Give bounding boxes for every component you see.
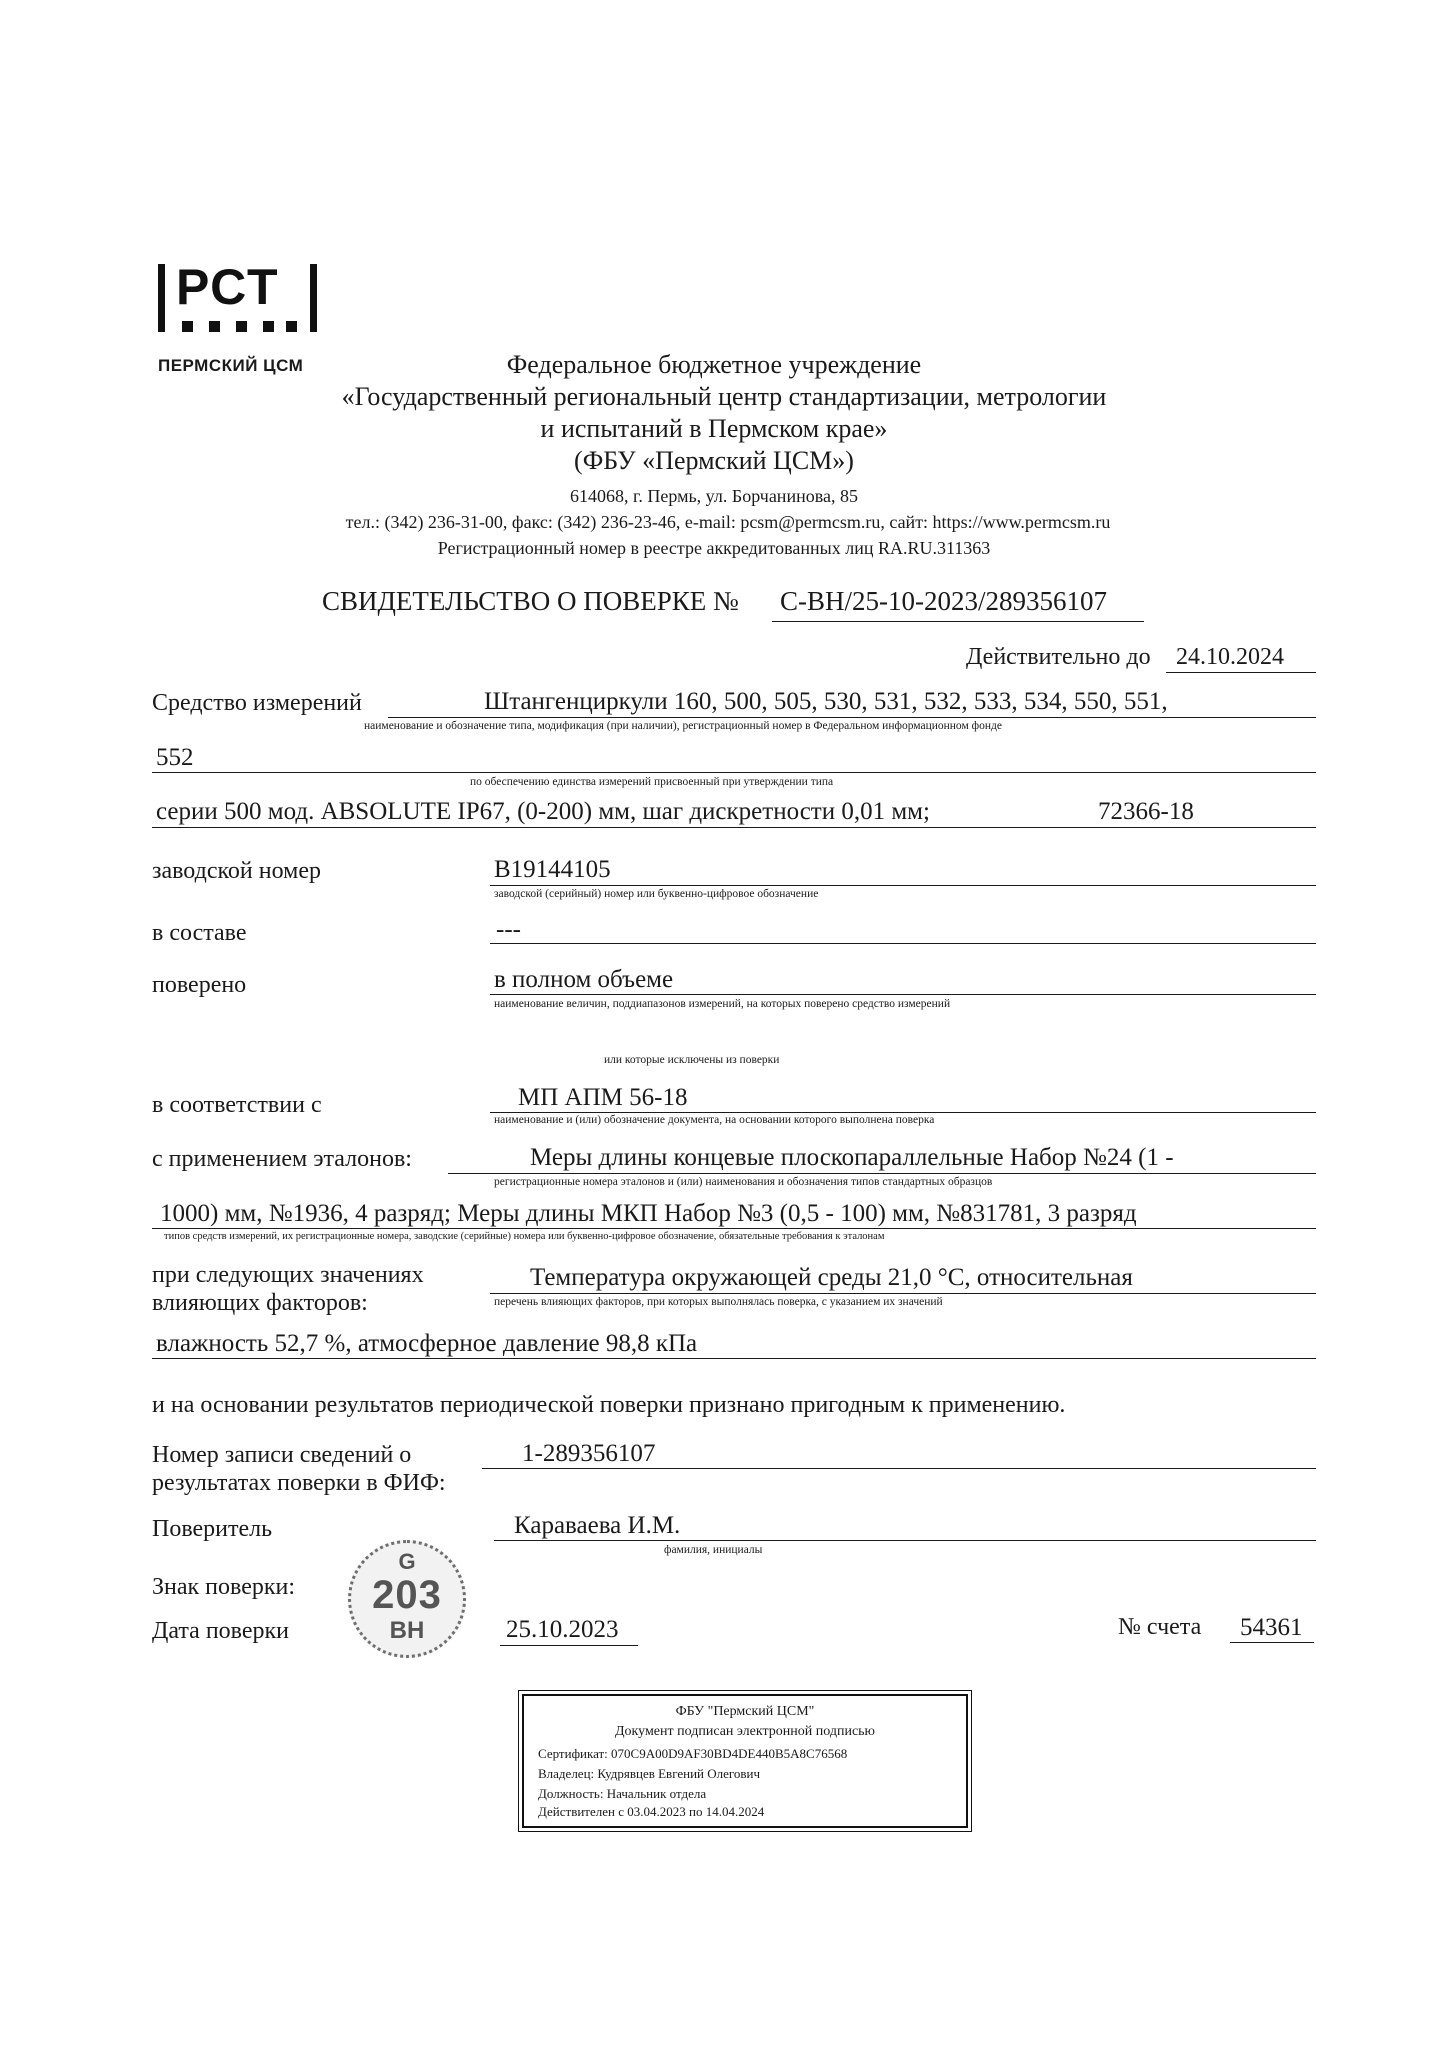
serial-value: B19144105 xyxy=(494,856,611,883)
fif-value: 1-289356107 xyxy=(522,1440,656,1467)
stamp-number: 203 xyxy=(372,1573,442,1617)
signature-owner: Владелец: Кудрявцев Евгений Олегович xyxy=(538,1766,761,1781)
invoice-value: 54361 xyxy=(1240,1614,1303,1641)
composition-label: в составе xyxy=(152,920,247,946)
header-org-name-1: «Государственный региональный центр стандартизации, метрологии xyxy=(341,382,1107,411)
signature-certificate: Сертификат: 070C9A00D9AF30BD4DE440B5A8C76568 xyxy=(538,1746,848,1761)
header-org-short: (ФБУ «Пермский ЦСМ») xyxy=(574,446,854,475)
signature-position: Должность: Начальник отдела xyxy=(538,1786,707,1801)
verification-stamp xyxy=(348,1540,466,1658)
date-value: 25.10.2023 xyxy=(506,1616,619,1643)
factors-label-1: при следующих значениях xyxy=(152,1262,424,1288)
instrument-regnum: 72366-18 xyxy=(1098,798,1194,825)
certificate-title: СВИДЕТЕЛЬСТВО О ПОВЕРКЕ № xyxy=(322,586,739,616)
verifier-caption: фамилия, инициалы xyxy=(664,1544,763,1556)
fif-label-1: Номер записи сведений о xyxy=(152,1442,412,1468)
invoice-label: № счета xyxy=(1118,1614,1202,1640)
instrument-value-2: 552 xyxy=(156,744,194,771)
standards-value-1: Меры длины концевые плоскопараллельные Набор №24 (1 - xyxy=(530,1144,1174,1171)
standards-value-2: 1000) мм, №1936, 4 разряд; Меры длины МКП Набор №3 (0,5 - 100) мм, №831781, 3 разряд xyxy=(160,1200,1137,1227)
valid-until: 24.10.2024 xyxy=(1176,644,1284,670)
accordance-value: МП АПМ 56-18 xyxy=(518,1084,688,1111)
instrument-value-1: Штангенциркули 160, 500, 505, 530, 531, 532, 533, 534, 550, 551, xyxy=(484,688,1168,715)
verified-label: поверено xyxy=(152,972,247,998)
certificate-number: С-ВН/25-10-2023/289356107 xyxy=(780,586,1107,616)
standards-caption-1: регистрационные номера эталонов и (или) наименования и обозначения типов стандартных образцов xyxy=(494,1176,993,1188)
signature-org: ФБУ "Пермский ЦСМ" xyxy=(675,1704,815,1719)
accordance-caption: наименование и (или) обозначение документа, на основании которого выполнена поверка xyxy=(494,1114,935,1126)
factors-label-2: влияющих факторов: xyxy=(152,1290,368,1316)
signature-note: Документ подписан электронной подписью xyxy=(614,1724,876,1739)
instrument-label: Средство измерений xyxy=(152,690,362,716)
header-registry: Регистрационный номер в реестре аккредитованных лиц RA.RU.311363 xyxy=(437,538,991,558)
instrument-caption-1: наименование и обозначение типа, модификация (при наличии), регистрационный номер в Федеральном информационном фонде xyxy=(364,720,1002,732)
electronic-signature-box xyxy=(522,1694,968,1828)
header-org-type: Федеральное бюджетное учреждение xyxy=(506,350,922,379)
valid-label: Действительно до xyxy=(966,644,1151,670)
factors-value-2: влажность 52,7 %, атмосферное давление 98,8 кПа xyxy=(156,1330,698,1357)
verifier-value: Караваева И.М. xyxy=(514,1512,681,1539)
verified-caption-2: или которые исключены из поверки xyxy=(604,1054,780,1066)
mark-label: Знак поверки: xyxy=(152,1574,296,1600)
factors-value-1: Температура окружающей среды 21,0 °C, относительная xyxy=(530,1264,1133,1291)
instrument-caption-2: по обеспечению единства измерений присвоенный при утверждении типа xyxy=(470,776,834,788)
signature-validity: Действителен с 03.04.2023 по 14.04.2024 xyxy=(538,1804,765,1819)
serial-caption: заводской (серийный) номер или буквенно-цифровое обозначение xyxy=(494,888,819,900)
date-label: Дата поверки xyxy=(152,1618,290,1644)
verified-caption-1: наименование величин, поддиапазонов измерений, на которых поверено средство измерений xyxy=(494,998,951,1010)
fif-label-2: результатах поверки в ФИФ: xyxy=(152,1470,446,1496)
accordance-label: в соответствии с xyxy=(152,1092,322,1118)
composition-value: --- xyxy=(496,916,521,943)
header-org-name-2: и испытаний в Пермском крае» xyxy=(540,414,888,443)
conclusion-text: и на основании результатов периодической поверки признано пригодным к применению. xyxy=(152,1392,1066,1418)
logo-text: РСТ xyxy=(176,259,280,315)
header-contacts: тел.: (342) 236-31-00, факс: (342) 236-23-46, e-mail: pcsm@permcsm.ru, сайт: https://www.permcsm.ru xyxy=(345,512,1111,532)
organization-logo xyxy=(158,259,322,334)
verifier-label: Поверитель xyxy=(152,1516,273,1542)
logo-caption: ПЕРМСКИЙ ЦСМ xyxy=(158,356,304,375)
serial-label: заводской номер xyxy=(152,858,321,884)
standards-caption-2: типов средств измерений, их регистрационные номера, заводские (серийные) номера или буквенно-цифровое обозначение, обязательные требования к эталонам xyxy=(164,1231,885,1242)
standards-label: с применением эталонов: xyxy=(152,1146,412,1172)
stamp-mark: G xyxy=(398,1549,416,1574)
stamp-code: ВН xyxy=(389,1617,425,1644)
verified-value: в полном объеме xyxy=(494,966,674,993)
instrument-value-3: серии 500 мод. ABSOLUTE IP67, (0-200) мм, шаг дискретности 0,01 мм; xyxy=(156,798,930,825)
header-address: 614068, г. Пермь, ул. Борчанинова, 85 xyxy=(570,486,858,506)
factors-caption: перечень влияющих факторов, при которых выполнялась поверка, с указанием их значений xyxy=(494,1296,943,1308)
